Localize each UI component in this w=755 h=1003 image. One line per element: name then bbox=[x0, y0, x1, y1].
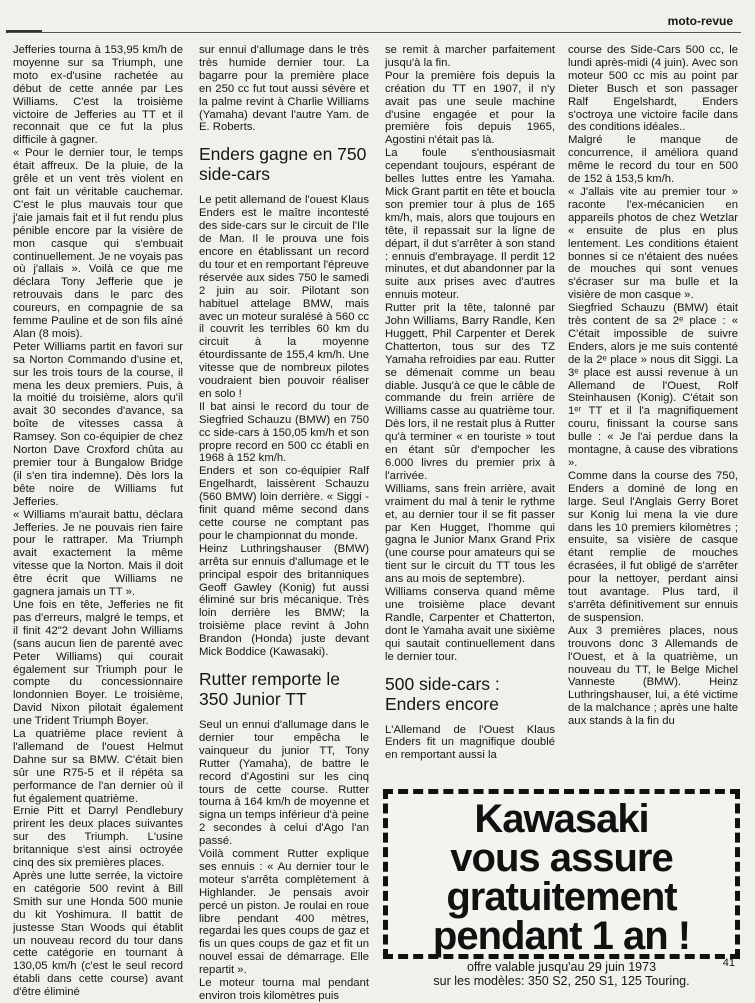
section-heading: Enders gagne en 750 side-cars bbox=[199, 144, 367, 185]
paragraph: Williams, sans frein arrière, avait vraiment du mal à tenir le rythme et, au dernier tour il se fit passer par Ken Hugget, l'homme qui gagna le Junior Manx Grand Prix (une course pour amateurs qui se tient sur le circuit du TT tous les ans au mois de septembre). bbox=[385, 482, 555, 586]
paragraph: course des Side-Cars 500 cc, le lundi après-midi (4 juin). Avec son moteur 500 cc mis au point par Dieter Busch et son passager Ralf Engelshardt, Enders s'octroya une victoire facile dans des conditions idéales.. bbox=[568, 44, 738, 134]
section-header: moto-revue bbox=[667, 14, 733, 28]
paragraph: Voilà comment Rutter explique ses ennuis : « Au dernier tour le moteur s'arrêta complètement à Highlander. Je pensais avoir percé un piston. Je roulai en roue libre pendant 400 mètres, regardai les ques coups de gaz et fis un ques coups de gaz et fit un nouvel essai de démarrage. Elle repartit ». bbox=[199, 848, 369, 977]
paragraph: Ernie Pitt et Darryl Pendlebury prirent les deux places suivantes sur des Triumph. L'usine britannique s'est ainsi octroyée cinq des six premières places. bbox=[13, 805, 183, 870]
ad-headline-line-2: vous assure bbox=[450, 836, 673, 880]
paragraph: Peter Williams partit en favori sur sa Norton Commando d'usine et, sur les trois tours de la course, il mena les deux premiers. Puis, à la moitié du troisième, alors qu'il avait 30 secondes d'avance, sa boîte de vitesses cassa à Ramsey. Son co-équipier de chez Norton Dave Croxford chûta au premier tour à Bungalow Bridge (il s'en tira indemne). Dès lors la bête noire de Williams fut Jefferies. bbox=[13, 340, 183, 508]
article-column-2 bbox=[199, 44, 369, 1003]
paragraph: Siegfried Schauzu (BMW) était très content de sa 2ᵉ place : « C'était impossible de suivre Enders, alors je me suis contenté de la 2ᵉ place » nous dit Siggi. La 3ᵉ place est aussi revenue à un Allemand de l'Ouest, Rolf Steinhausen (Konig). C'était son 1ᵉʳ TT et il l'a magnifiquement couru, finissant la course sans bulle : « Je l'ai perdue dans la montagne, à cause des vibrations ». bbox=[568, 302, 738, 469]
paragraph: « J'allais vite au premier tour » raconte l'ex-mécanicien en appareils photos de chez Wetzlar « ensuite de plus en plus lentement. Les conditions étaient bonnes si ce n'étaient des nuées de mouches qui sont venues s'écraser sur ma bulle et la visière de mon casque ». bbox=[568, 185, 738, 302]
paragraph: La quatrième place revient à l'allemand de l'ouest Helmut Dahne sur sa BMW. C'était bien sûr une R75-5 et il répéta sa performance de l'an dernier où il fut également quatrième. bbox=[13, 728, 183, 805]
paragraph: « Pour le dernier tour, le temps était affreux. De la pluie, de la grêle et un vent très violent en ont fait un véritable cauchemar. C'est le plus mauvais tour que j'aie jamais fait et il fut rendu plus pénible encore par la visière de mon casque qui s'embuait continuellement. Je ne voyais pas où j'allais ». Voilà ce que me déclara Tony Jefferie que je retrouvais dans le parc des coureurs, en compagnie de sa femme Pauline et de son fils aîné Alan (8 mois). bbox=[13, 147, 183, 340]
paragraph: Seul un ennui d'allumage dans le dernier tour empêcha le vainqueur du junior TT, Tony Rutter (Yamaha), de battre le record d'Agostini sur les cinq tours de cette course. Rutter tourna à 164 km/h de moyenne et signa un temps inférieur d'à peine 2 secondes à celui d'Ago l'an passé. bbox=[199, 718, 369, 848]
paragraph: Il bat ainsi le record du tour de Siegfried Schauzu (BMW) en 750 cc side-cars à 150,05 km/h et son propre record en 500 cc établi en 1968 à 152 km/h. bbox=[199, 400, 369, 465]
paragraph: Le petit allemand de l'ouest Klaus Enders est le maître incontesté des side-cars sur le circuit de l'Ile de Man. Il le prouva une fois encore en établissant un record du tour et en remportant l'épreuve réservée aux sides 750 le samedi 2 juin au soir. Pilotant son habituel attelage BMW, mais avec un moteur suralésé à 560 cc il couvrit les terribles 60 km du circuit à la moyenne étourdissante de 155,4 km/h. Une vitesse que de nombreux pilotes voudraient bien pouvoir réaliser en solo ! bbox=[199, 194, 369, 400]
paragraph: Après une lutte serrée, la victoire en catégorie 500 revint à Bill Smith sur une Honda 500 munie du kit Yoshimura. Il battit de justesse Stan Woods qui établit un nouveau record du tour dans cette catégorie en tournant à 130,05 km/h (c'est le seul record établi dans cette course) avant d'être éliminé bbox=[13, 870, 183, 999]
ad-headline-line-3: gratuitement bbox=[446, 875, 677, 919]
paragraph: Pour la première fois depuis la création du TT en 1907, il n'y avait pas une seule machine d'usine engagée et pour la première fois depuis 1965, Agostini n'était pas là. bbox=[385, 69, 555, 147]
paragraph: Jefferies tourna à 153,95 km/h de moyenne sur sa Triumph, une moto ex-d'usine rachetée au début de cette année par Les Williams. C'est la troisième victoire de Jefferies au TT et il reconnait que ce fut la plus difficile à gagner. bbox=[13, 44, 183, 147]
ad-headline-line-4: pendant 1 an ! bbox=[432, 914, 691, 958]
paragraph: Enders et son co-équipier Ralf Engelhardt, laissèrent Schauzu (560 BMW) loin derrière. « Siggi - finit quand même second dans cette course ne comptant pas pour le championnat du monde. bbox=[199, 465, 369, 542]
paragraph: sur ennui d'allumage dans le très très humide dernier tour. La bagarre pour la première place en 250 cc fut tout aussi sévère et la palme revint à Charlie Williams (Yamaha) devant l'autre Yam. de E. Roberts. bbox=[199, 44, 369, 134]
ad-headline-line-1: Kawasaki bbox=[474, 797, 649, 841]
paragraph: Comme dans la course des 750, Enders a dominé de long en large. Seul l'Anglais Gerry Boret sur Konig lui mena la vie dure dans les 10 premiers kilomètres ; ensuite, sa visière de casque étant remplie de mouches écrasées, il fut obligé de s'arrêter pour la nettoyer, perdant ainsi tout avantage. Plus tard, il s'arrêta définitivement sur ennuis de suspension. bbox=[568, 469, 738, 624]
article-column-4 bbox=[568, 44, 738, 728]
section-heading: Rutter remporte le 350 Junior TT bbox=[199, 668, 341, 709]
section-heading: 500 side-cars : Enders encore bbox=[385, 673, 500, 714]
article-column-3 bbox=[385, 44, 555, 762]
page-number: 41 bbox=[722, 957, 735, 969]
header-rule bbox=[8, 32, 741, 33]
paragraph: Aux 3 premières places, nous trouvons donc 3 Allemands de l'Ouest, et à la quatrième, un nouveau du TT, le Belge Michel Vanneste (BMW). Heinz Luthringshauser, lui, a été victime de la malchance ; après une halte aux stands à la fin du bbox=[568, 624, 738, 728]
paragraph: Une fois en tête, Jefferies ne fit pas d'erreurs, malgré le temps, et il finit 42"2 devant John Williams (sans aucun lien de parenté avec Peter Williams) qui courait également sur Triumph pour le compte du concessionnaire londonnien Boyer. Le troisième, David Nixon pilotait également une Trident Triumph Boyer. bbox=[13, 598, 183, 728]
paragraph: « Williams m'aurait battu, déclara Jefferies. Je ne pouvais rien faire pour le rattraper. Ma Triumph avait exactement la même vitesse que la Norton. Mais il doit être écrit que Williams ne gagnera jamais un TT ». bbox=[13, 508, 183, 599]
ad-models-text: sur les modèles: 350 S2, 250 S1, 125 Touring. bbox=[433, 974, 690, 988]
paragraph: Heinz Luthringshauser (BMW) arrêta sur ennuis d'allumage et le principal espoir des britanniques Geoff Gawley (Konig) fut aussi éliminé sur bris mécanique. Très loin derrière les BMW; la troisième place revint à John Brandon (Honda) juste devant Mick Boddice (Kawasaki). bbox=[199, 542, 369, 659]
paragraph: L'Allemand de l'Ouest Klaus Enders fit un magnifique doublé en remportant aussi la bbox=[385, 723, 555, 762]
paragraph: Le moteur tourna mal pendant environ trois kilomètres puis bbox=[199, 977, 369, 1002]
ad-offer-text: offre valable jusqu'au 29 juin 1973 bbox=[466, 960, 657, 974]
paragraph: Rutter prit la tête, talonné par John Williams, Barry Randle, Ken Huggett, Phil Carpenter et Derek Chatterton, tous sur des TZ Yamaha refroidies par eau. Rutter se démenait comme un beau diable. Jusqu'à ce que le câble de commande du frein arrière de Williams casse au quatrième tour. Dès lors, il ne restait plus à Rutter qu'à terminer « en touriste » tout en étant sûr d'empocher les 6.000 livres du premier prix à l'arrivée. bbox=[385, 302, 555, 482]
paragraph: Malgré le manque de concurrence, il améliora quand même le record du tour en 500 de 152 à 153,5 km/h. bbox=[568, 134, 738, 186]
paragraph: La foule s'enthousiasmait cependant toujours, espérant de belles luttes entre les Yamaha. Mick Grant partit en tête et boucla son premier tour à plus de 165 km/h, mais, alors que toujours en tête, il repassait sur la ligne de départ, il dut s'arrêter à son stand : ennuis d'embrayage. Il perdit 12 minutes, et dut abandonner par la suite aux prises avec d'autres ennuis moteur. bbox=[385, 147, 555, 302]
paragraph: se remit à marcher parfaitement jusqu'à la fin. bbox=[385, 44, 555, 69]
paragraph: Williams conserva quand même une troisième place devant Randle, Carpenter et Chatterton, dont le Yamaha avait une sixième qui sautait continuellement dans le dernier tour. bbox=[385, 586, 555, 663]
article-column-1 bbox=[13, 44, 183, 999]
